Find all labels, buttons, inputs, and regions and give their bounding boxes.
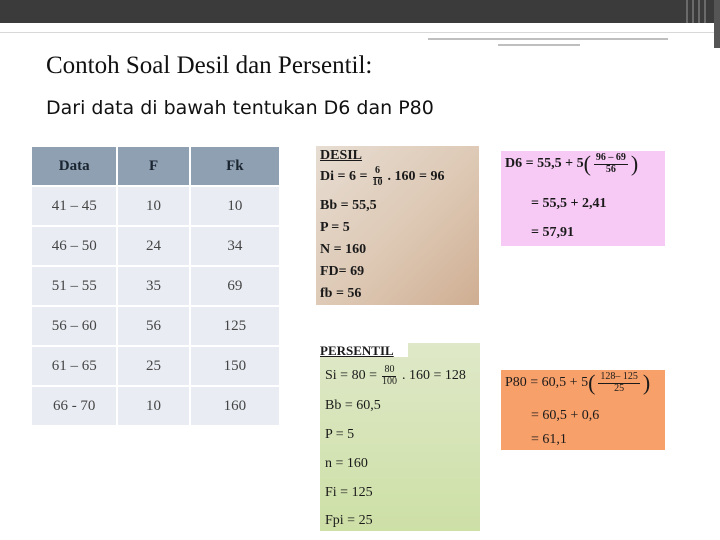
table-cell: 34 [190,226,280,266]
table-row [31,186,280,226]
desil-di-line [320,166,444,188]
table-cell: 10 [190,186,280,226]
persentil-heading: PERSENTIL [320,343,408,357]
top-rule [428,38,668,40]
table-cell: 10 [117,186,189,226]
persentil-si-left: Si = 80 = [325,368,377,383]
paren-close: ) [642,370,651,395]
p80-line-2: = 60,5 + 0,6 [531,408,600,423]
page-subtitle: Dari data di bawah tentukan D6 dan P80 [46,97,434,119]
top-bar [0,0,720,23]
top-strip [0,23,720,33]
d6-fraction [594,153,628,175]
table-row [31,226,280,266]
persentil-p: P = 5 [325,427,355,442]
p80-denominator: 25 [614,382,625,394]
table-cell: 56 [117,306,189,346]
persentil-fi: Fi = 125 [325,485,373,500]
persentil-si-numerator: 80 [384,364,395,375]
paren-open: ( [588,370,596,395]
table-row [31,386,280,426]
persentil-fpi: Fpi = 25 [325,513,373,528]
persentil-si-denominator: 100 [381,375,397,387]
top-bar-stripe [692,0,694,23]
top-bar-stripe [704,0,706,23]
table-row [31,266,280,306]
d6-numerator: 96 – 69 [595,152,626,163]
persentil-si-right: . 160 = 128 [401,368,466,383]
right-edge-bar [714,0,720,48]
table-cell: 66 - 70 [31,386,117,426]
top-bar-stripe [698,0,700,23]
desil-fb: fb = 56 [320,286,362,301]
persentil-si-fraction [380,365,399,387]
table-cell: 35 [117,266,189,306]
desil-bb: Bb = 55,5 [320,198,377,213]
column-header-data: Data [31,146,117,186]
desil-di-numerator: 6 [374,165,380,176]
column-header-f: F [117,146,189,186]
desil-fd: FD= 69 [320,264,365,279]
top-bar-stripe [686,0,688,23]
desil-heading: DESIL [320,148,363,163]
table-cell: 69 [190,266,280,306]
paren-open: ( [583,151,591,176]
table-cell: 125 [190,306,280,346]
desil-di-denominator: 10 [372,176,383,188]
desil-di-left: Di = 6 = [320,169,368,184]
d6-line1-left: D6 = 55,5 + 5 [505,156,584,171]
column-header-fk: Fk [190,146,280,186]
table-cell: 51 – 55 [31,266,117,306]
desil-panel [316,146,479,305]
table-cell: 56 – 60 [31,306,117,346]
p80-line-3: = 61,1 [531,432,567,447]
frequency-table [30,145,281,427]
top-rule [498,44,580,46]
persentil-bb: Bb = 60,5 [325,398,381,413]
persentil-si-line [325,365,466,387]
table-cell: 10 [117,386,189,426]
p80-line1-left: P80 = 60,5 + 5 [505,375,589,390]
desil-p: P = 5 [320,220,350,235]
persentil-panel [320,343,480,531]
desil-di-right: . 160 = 96 [387,169,445,184]
d6-line-3: = 57,91 [531,225,574,240]
d6-panel [501,151,665,246]
desil-n: N = 160 [320,242,367,257]
table-row [31,306,280,346]
p80-fraction [598,372,640,394]
table-cell: 41 – 45 [31,186,117,226]
persentil-n: n = 160 [325,456,368,471]
table-header-row [31,146,280,186]
table-cell: 160 [190,386,280,426]
table-cell: 24 [117,226,189,266]
table-cell: 25 [117,346,189,386]
d6-denominator: 56 [605,163,616,175]
d6-line-2: = 55,5 + 2,41 [531,196,607,211]
paren-close: ) [630,151,639,176]
p80-panel [501,370,665,450]
p80-numerator: 128– 125 [600,371,638,382]
p80-line-1 [505,372,650,394]
table-cell: 150 [190,346,280,386]
d6-line-1 [505,153,638,175]
table-row [31,346,280,386]
table-cell: 61 – 65 [31,346,117,386]
desil-di-fraction [370,166,384,188]
table-cell: 46 – 50 [31,226,117,266]
page-title: Contoh Soal Desil dan Persentil: [46,52,373,79]
